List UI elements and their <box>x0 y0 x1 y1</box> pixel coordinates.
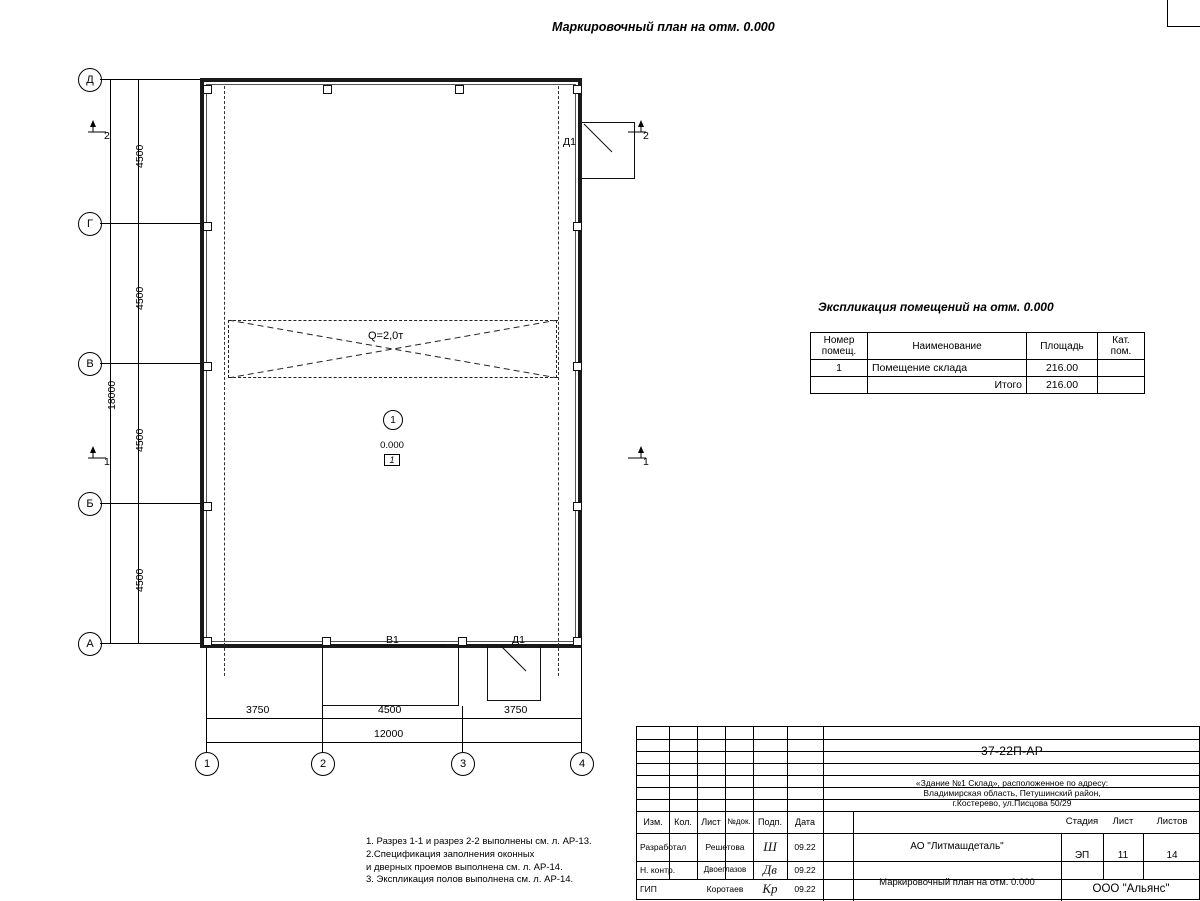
vertical-total-line <box>110 79 111 643</box>
horizontal-dim-2: 4500 <box>378 704 402 716</box>
organization-name: ООО "Альянс" <box>1092 883 1170 896</box>
date-developer: 09.22 <box>794 841 816 852</box>
col-data: Дата <box>795 816 815 827</box>
role-name-developer: Решетова <box>705 841 745 852</box>
explication-title: Экспликация помещений на отм. 0.000 <box>818 300 1054 314</box>
window-b1-right <box>458 645 459 705</box>
signature-normcontrol: Дв <box>763 862 777 878</box>
section-mark-2-right <box>626 118 652 149</box>
axis-bubble-a: А <box>78 632 102 656</box>
note-1: 1. Разрез 1-1 и разрез 2-2 выполнены см. л. АР-13. <box>366 836 592 847</box>
section-label-2-left: 2 <box>104 130 110 142</box>
explication-table <box>810 332 1145 394</box>
col-kol: Кол. <box>674 816 692 827</box>
role-name-gip: Коротаев <box>706 883 744 894</box>
role-label-normcontrol: Н. контр. <box>640 864 676 875</box>
col-header-number: Номер помещ. <box>811 333 868 360</box>
axis-bubble-2: 2 <box>311 752 335 776</box>
axis-bubble-d: Д <box>78 68 102 92</box>
sheets-value: 14 <box>1166 850 1178 861</box>
axis-bubble-v: В <box>78 352 102 376</box>
horizontal-total-dim: 12000 <box>374 728 404 740</box>
column-mark <box>573 362 582 371</box>
axis-line-a <box>100 643 206 644</box>
section-mark-1-right <box>626 444 652 475</box>
axis-line-g <box>100 223 206 224</box>
dim-tick <box>134 503 143 504</box>
crane-load-label: Q=2,0т <box>368 330 404 342</box>
section-mark-1-left <box>84 444 110 475</box>
axis-line-b <box>100 503 206 504</box>
col-izm: Изм. <box>643 816 663 827</box>
axis-ext-2 <box>322 706 323 752</box>
project-code: 37-22П-АР <box>980 743 1044 758</box>
role-label-developer: Разработал <box>640 841 687 852</box>
dim-tick <box>134 643 143 644</box>
role-label-gip: ГИП <box>640 883 657 894</box>
door-label-d1-bottom: Д1 <box>512 634 525 646</box>
sheets-header: Листов <box>1156 816 1188 828</box>
object-line-1: «Здание №1 Склад», расположенное по адресу: <box>915 777 1109 788</box>
col-podp: Подп. <box>758 816 782 827</box>
column-mark <box>455 85 464 94</box>
column-mark <box>458 637 467 646</box>
axis-ext-4 <box>581 648 582 752</box>
door-d1-bottom-edge <box>487 700 541 701</box>
axis-ext-1 <box>206 648 207 752</box>
axis-bubble-b: Б <box>78 492 102 516</box>
col-header-area: Площадь <box>1027 333 1098 360</box>
axis-bubble-3: 3 <box>451 752 475 776</box>
vertical-total-dim: 18000 <box>106 380 118 410</box>
table-header-row <box>811 333 1145 360</box>
object-description <box>823 775 1200 811</box>
axis-ext-3 <box>462 706 463 752</box>
axis-bubble-1: 1 <box>195 752 219 776</box>
customer-name: АО "Литмашдеталь" <box>910 841 1004 852</box>
column-mark <box>203 85 212 94</box>
sheet-frame-corner <box>1167 0 1200 27</box>
cell-room-name: Помещение склада <box>868 360 1027 377</box>
horizontal-dim-3: 3750 <box>504 704 528 716</box>
column-mark <box>322 637 331 646</box>
column-mark <box>323 85 332 94</box>
horizontal-total-line <box>206 742 582 743</box>
stage-value: ЭП <box>1074 850 1090 861</box>
signature-developer: Ш <box>763 839 777 855</box>
horizontal-dim-chain <box>206 718 582 719</box>
column-mark <box>203 362 212 371</box>
room-number-mark: 1 <box>383 410 403 430</box>
cell-room-area: 216.00 <box>1027 360 1098 377</box>
axis-bubble-4: 4 <box>570 752 594 776</box>
col-list: Лист <box>701 816 721 827</box>
column-mark <box>203 502 212 511</box>
level-number: 1 <box>384 454 399 466</box>
dim-tick <box>134 79 143 80</box>
section-label-1-left: 1 <box>104 456 110 468</box>
level-value: 0.000 <box>380 440 404 451</box>
sheet-header: Лист <box>1112 816 1134 828</box>
column-mark <box>573 222 582 231</box>
cell-total-label: Итого <box>868 377 1027 394</box>
vertical-dim-2: 4500 <box>134 286 146 310</box>
section-label-2-right: 2 <box>643 130 649 142</box>
vertical-dim-3: 4500 <box>134 428 146 452</box>
date-gip: 09.22 <box>794 883 816 894</box>
cell-empty <box>1098 377 1145 394</box>
axis-bubble-g: Г <box>78 212 102 236</box>
section-label-1-right: 1 <box>643 456 649 468</box>
door-label-d1-right: Д1 <box>563 136 576 148</box>
col-header-category: Кат. пом. <box>1098 333 1145 360</box>
role-name-normcontrol: Двоеглазов <box>703 865 747 875</box>
note-4: 3. Экспликация полов выполнена см. л. АР-14. <box>366 874 574 886</box>
crane-beam <box>228 320 558 378</box>
table-row <box>811 360 1145 377</box>
window-label-b1: В1 <box>386 634 399 646</box>
plan-title: Маркировочный план на отм. 0.000 <box>552 20 775 34</box>
axis-line-d <box>100 79 206 80</box>
title-block <box>636 726 1200 900</box>
object-line-3: г.Костерево, ул.Писцова 50/29 <box>952 798 1072 809</box>
col-doc: №док. <box>727 817 751 827</box>
date-normcontrol: 09.22 <box>794 864 816 875</box>
note-2: 2.Спецификация заполнения оконных <box>366 848 535 860</box>
cell-total-area: 216.00 <box>1027 377 1098 394</box>
vertical-dim-1: 4500 <box>134 144 146 168</box>
col-header-name: Наименование <box>868 333 1027 360</box>
section-mark-2-left <box>84 118 110 149</box>
notes-block <box>366 836 592 887</box>
door-d1-bottom-left <box>487 645 488 700</box>
cell-room-number: 1 <box>811 360 868 377</box>
object-line-2: Владимирская область, Петушинский район, <box>923 787 1101 798</box>
cell-room-category <box>1098 360 1145 377</box>
signature-gip: Кр <box>762 881 778 897</box>
vertical-dim-4: 4500 <box>134 568 146 592</box>
door-d1-leaf-bottom <box>500 645 544 685</box>
window-b1-left <box>322 645 323 705</box>
column-mark <box>573 637 582 646</box>
interior-dashed-outline <box>224 86 559 676</box>
sheet-value: 11 <box>1117 850 1129 861</box>
horizontal-dim-1: 3750 <box>246 704 270 716</box>
column-mark <box>203 637 212 646</box>
level-mark-group <box>366 440 418 466</box>
dim-tick <box>134 223 143 224</box>
column-mark <box>573 85 582 94</box>
column-mark <box>573 502 582 511</box>
note-3: и дверных проемов выполнена см. л. АР-14. <box>366 861 563 873</box>
axis-line-v <box>100 363 206 364</box>
dim-tick <box>134 363 143 364</box>
table-total-row <box>811 377 1145 394</box>
sheet-title: Маркировочный план на отм. 0.000 <box>879 877 1035 889</box>
stage-header: Стадия <box>1065 816 1099 828</box>
cell-empty <box>811 377 868 394</box>
column-mark <box>203 222 212 231</box>
